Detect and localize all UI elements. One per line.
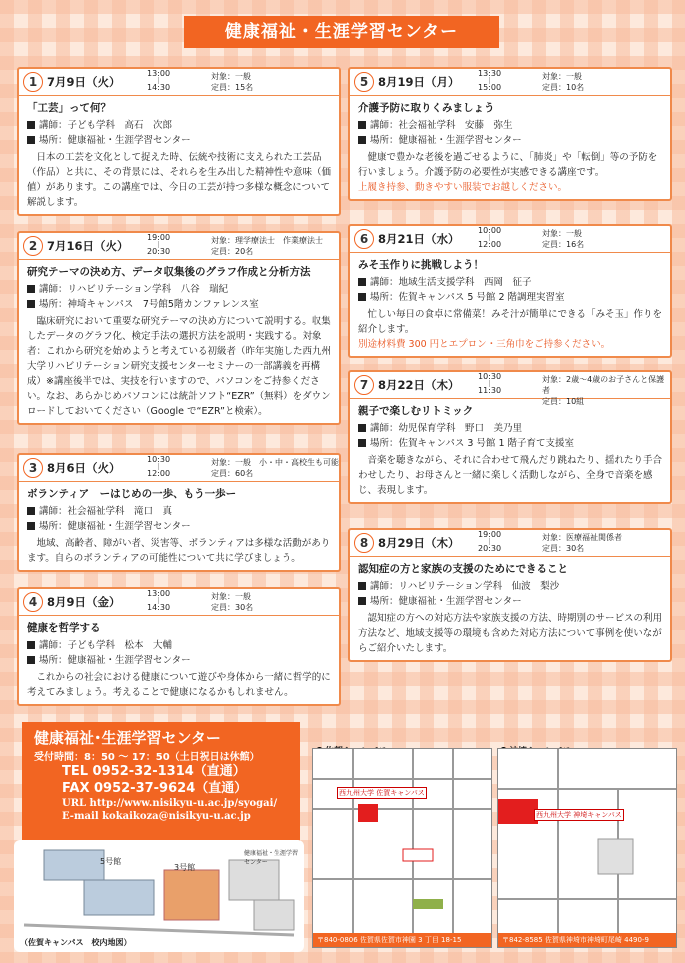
lecture-card [17, 453, 341, 572]
card-description: これからの社会における健康について遊びや身体から一緒に哲学的に考えてみましょう。考えることで健康になるかもしれません。 [27, 672, 331, 698]
card-time: 13:00 ｜ 14:30 [147, 69, 171, 92]
card-header [19, 69, 339, 96]
card-lecturer: 講師：リハビリテーション学科 八谷 瑞紀 [39, 284, 229, 295]
time-start: 19:00 [478, 530, 502, 539]
time-start: 10:00 [478, 226, 502, 235]
card-number: 3 [23, 458, 43, 478]
card-target: 対象：2歳～4歳のお子さんと保護者 [542, 375, 665, 395]
card-lecturer: 講師：子ども学科 松本 大輔 [39, 640, 173, 651]
card-capacity: 定員：30名 [542, 544, 585, 553]
card-capacity: 定員：15名 [211, 83, 254, 92]
card-place: 場所：健康福祉・生涯学習センター [370, 135, 522, 146]
card-date: 8月19日（月） [378, 75, 460, 89]
card-meta [211, 235, 323, 257]
card-note: 上履き持参、動きやすい服装でお越しください。 [358, 182, 568, 193]
bullet-icon [27, 300, 35, 308]
card-title: ボランティア ーはじめの一歩、もう一歩ー [27, 488, 237, 500]
card-target: 対象：一般 [542, 72, 582, 81]
card-place: 場所：健康福祉・生涯学習センター [39, 655, 191, 666]
bullet-icon [358, 136, 366, 144]
card-note: 別途材料費 300 円とエプロン・三角巾をご持参ください。 [358, 339, 611, 350]
card-time: 10:30 ｜ 11:30 [478, 372, 502, 395]
time-start: 10:30 [478, 372, 502, 381]
card-capacity: 定員：60名 [211, 469, 254, 478]
card-capacity: 定員：10名 [542, 83, 585, 92]
card-time: 10:00 ｜ 12:00 [478, 226, 502, 249]
bullet-icon [358, 293, 366, 301]
lecture-card [348, 224, 672, 358]
lecture-card [17, 587, 341, 706]
card-description: 忙しい毎日の食卓に常備菜！みそ汁が簡単にできる「みそ玉」作りを紹介します。 [358, 309, 663, 335]
card-target: 対象：一般 [542, 229, 582, 238]
card-capacity: 定員：16名 [542, 240, 585, 249]
card-number: 5 [354, 72, 374, 92]
card-meta [211, 71, 253, 93]
card-target: 対象：理学療法士 作業療法士 [211, 236, 323, 245]
email-link[interactable]: E-mail kokaikoza@nisikyu-u.ac.jp [62, 811, 251, 822]
card-description: 健康で豊かな老後を過ごせるように、「肺炎」や「転倒」等の予防を行いましょう。介護予防の必要性が実感できる講座です。 [358, 152, 658, 178]
card-date: 8月9日（金） [47, 595, 121, 609]
card-date: 7月9日（火） [47, 75, 121, 89]
time-end: 20:30 [478, 544, 502, 553]
card-place: 場所：神埼キャンパス 7号館5階カンファレンス室 [39, 299, 259, 310]
card-title: 親子で楽しむリトミック [358, 405, 474, 417]
map-saga-address: 〒840-0806 佐賀県佐賀市神園 3 丁目 18-15 [313, 933, 491, 947]
card-time: 19:00 ｜ 20:30 [478, 530, 502, 553]
card-header [19, 589, 339, 616]
website-link[interactable]: URL http://www.nisikyu-u.ac.jp/syogai/ [62, 798, 278, 809]
card-header [350, 69, 670, 96]
card-meta [542, 532, 622, 554]
card-time: 10:30 ｜ 12:00 [147, 455, 171, 478]
lecture-card [17, 67, 341, 216]
bldg3-label: 3号館 [174, 863, 196, 872]
card-description: 音楽を聴きながら、それに合わせて飛んだり跳ねたり、揺れたり手合わせしたり、お母さんと一緒に楽しく活動しながら、全身で音楽を感じ、表現します。 [358, 455, 663, 496]
lecture-card [348, 67, 672, 201]
card-number: 7 [354, 375, 374, 395]
map-saga-label: 西九州大学 佐賀キャンパス [339, 789, 425, 797]
card-lecturer: 講師：社会福祉学科 滝口 真 [39, 506, 173, 517]
page-title: 健康福祉・生涯学習センター [184, 16, 499, 48]
card-place: 場所：佐賀キャンパス 3 号館 1 階子育て支援室 [370, 438, 575, 449]
bullet-icon [27, 285, 35, 293]
contact-title: 健康福祉･生涯学習センター [34, 729, 221, 747]
card-date: 8月29日（木） [378, 536, 460, 550]
time-start: 13:00 [147, 69, 171, 78]
card-meta [211, 591, 253, 613]
bullet-icon [27, 121, 35, 129]
bullet-icon [358, 278, 366, 286]
time-end: 12:00 [147, 469, 171, 478]
bullet-icon [27, 656, 35, 664]
card-place: 場所：佐賀キャンパス 5 号館 2 階調理実習室 [370, 292, 565, 303]
card-date: 8月22日（木） [378, 378, 460, 392]
bullet-icon [27, 522, 35, 530]
bullet-icon [358, 597, 366, 605]
bldg5-label: 5号館 [100, 857, 122, 866]
card-description: 臨床研究において重要な研究テーマの決め方について説明する。収集したデータのグラフ化、検定手法の選択方法を説明・実践する。対象者：これから研究を始めようと考えている初級者（昨年実施した西九州大学リハビリテーション研究支援センターセミナーの一部講義を再構成）※講座後半では、実技を行いますので、パソコンをご持参ください。なお、あらかじめパソコンには統計ソフト“EZR”（無料）をダウンロードしておいてください（Google で“EZR”と検索）。 [27, 316, 332, 417]
hours-value: 8：50 ～ 17：50（土日祝日は休館） [84, 752, 260, 763]
card-number: 2 [23, 236, 43, 256]
card-lecturer: 講師：リハビリテーション学科 仙波 梨沙 [370, 581, 560, 592]
time-end: 20:30 [147, 247, 171, 256]
map-kanzaki-label: 西九州大学 神埼キャンパス [536, 811, 622, 819]
card-title: みそ玉作りに挑戦しよう！ [358, 259, 484, 271]
card-header [19, 455, 339, 482]
card-date: 8月6日（火） [47, 461, 121, 475]
card-target: 対象：一般 小・中・高校生も可能 [211, 458, 339, 467]
lecture-card [348, 370, 672, 504]
contact-box: 健康福祉･生涯学習センター 受付時間：8：50 ～ 17：50（土日祝日は休館） TEL 0952-32-1314（直通） FAX 0952-37-9624（直通） URL http://www.nisikyu-u.ac.jp/syogai/ E-mail kokaikoza@nisikyu-u.ac.jp [22, 722, 300, 852]
card-header [19, 233, 339, 260]
time-end: 12:00 [478, 240, 502, 249]
bullet-icon [27, 641, 35, 649]
card-capacity: 定員：30名 [211, 603, 254, 612]
card-place: 場所：健康福祉・生涯学習センター [39, 135, 191, 146]
card-date: 8月21日（水） [378, 232, 460, 246]
card-time: 19:00 ｜ 20:30 [147, 233, 171, 256]
tel-number[interactable]: TEL 0952-32-1314（直通） [62, 764, 246, 779]
time-end: 11:30 [478, 386, 502, 395]
card-title: 健康を哲学する [27, 622, 101, 634]
hours-label: 受付時間 [34, 752, 74, 763]
card-target: 対象：一般 [211, 592, 251, 601]
card-header [350, 530, 670, 557]
time-start: 19:00 [147, 233, 171, 242]
bullet-icon [27, 136, 35, 144]
map-saga [312, 748, 492, 948]
fax-number: FAX 0952-37-9624（直通） [62, 781, 248, 796]
card-title: 介護予防に取りくみましょう [358, 102, 495, 114]
campus-map-caption: （佐賀キャンパス 校内地図） [20, 938, 132, 947]
card-capacity: 定員：20名 [211, 247, 254, 256]
card-meta [542, 374, 670, 407]
card-title: 認知症の方と家族の支援のためにできること [358, 563, 568, 575]
card-capacity: 定員：10組 [542, 397, 585, 406]
map-kanzaki-address: 〒842-8585 佐賀県神埼市神埼町尾崎 4490-9 [498, 933, 676, 947]
time-start: 10:30 [147, 455, 171, 464]
bullet-icon [358, 121, 366, 129]
card-number: 1 [23, 72, 43, 92]
time-end: 14:30 [147, 83, 171, 92]
card-header [350, 372, 670, 406]
lecture-card [17, 231, 341, 425]
card-title: 「工芸」って何？ [27, 102, 111, 114]
card-title: 研究テーマの決め方、データ収集後のグラフ作成と分析方法 [27, 266, 311, 278]
card-place: 場所：健康福祉・生涯学習センター [370, 596, 522, 607]
bullet-icon [358, 424, 366, 432]
time-end: 14:30 [147, 603, 171, 612]
card-number: 6 [354, 229, 374, 249]
card-description: 認知症の方への対応方法や家族支援の方法、時期別のサービスの利用方法など、地域支援等の環境も含めた対応方法について事例を使いながらご紹介いたします。 [358, 613, 663, 654]
card-meta [542, 71, 584, 93]
map-kanzaki [497, 748, 677, 948]
card-meta [211, 457, 339, 479]
card-number: 4 [23, 592, 43, 612]
campus-map [14, 840, 304, 952]
card-number: 8 [354, 533, 374, 553]
lecture-card [348, 528, 672, 662]
card-time: 13:00 ｜ 14:30 [147, 589, 171, 612]
card-target: 対象：医療福祉関係者 [542, 533, 622, 542]
time-start: 13:00 [147, 589, 171, 598]
card-lecturer: 講師：幼児保育学科 野口 美乃里 [370, 423, 523, 434]
card-lecturer: 講師：社会福祉学科 安藤 弥生 [370, 120, 513, 131]
card-header [350, 226, 670, 253]
card-time: 13:30 ｜ 15:00 [478, 69, 502, 92]
card-meta [542, 228, 584, 250]
time-start: 13:30 [478, 69, 502, 78]
bullet-icon [358, 439, 366, 447]
center-label: 健康福祉・生涯学習センター [244, 850, 299, 866]
card-description: 日本の工芸を文化として捉えた時、伝統や技術に支えられた工芸品（作品）と共に、その背景には、それらを生み出した精神性や意味（価値）があります。この講座では、今日の工芸が持つ多様な概念について解説します。 [27, 152, 332, 208]
card-place: 場所：健康福祉・生涯学習センター [39, 521, 191, 532]
card-date: 7月16日（火） [47, 239, 129, 253]
bullet-icon [27, 507, 35, 515]
card-lecturer: 講師：地域生活支援学科 西岡 征子 [370, 277, 532, 288]
time-end: 15:00 [478, 83, 502, 92]
bullet-icon [358, 582, 366, 590]
card-lecturer: 講師：子ども学科 高石 次郎 [39, 120, 173, 131]
card-description: 地域、高齢者、障がい者、災害等、ボランティアは多様な活動があります。自らのボランティアの可能性について共に学びましょう。 [27, 538, 331, 564]
card-target: 対象：一般 [211, 72, 251, 81]
